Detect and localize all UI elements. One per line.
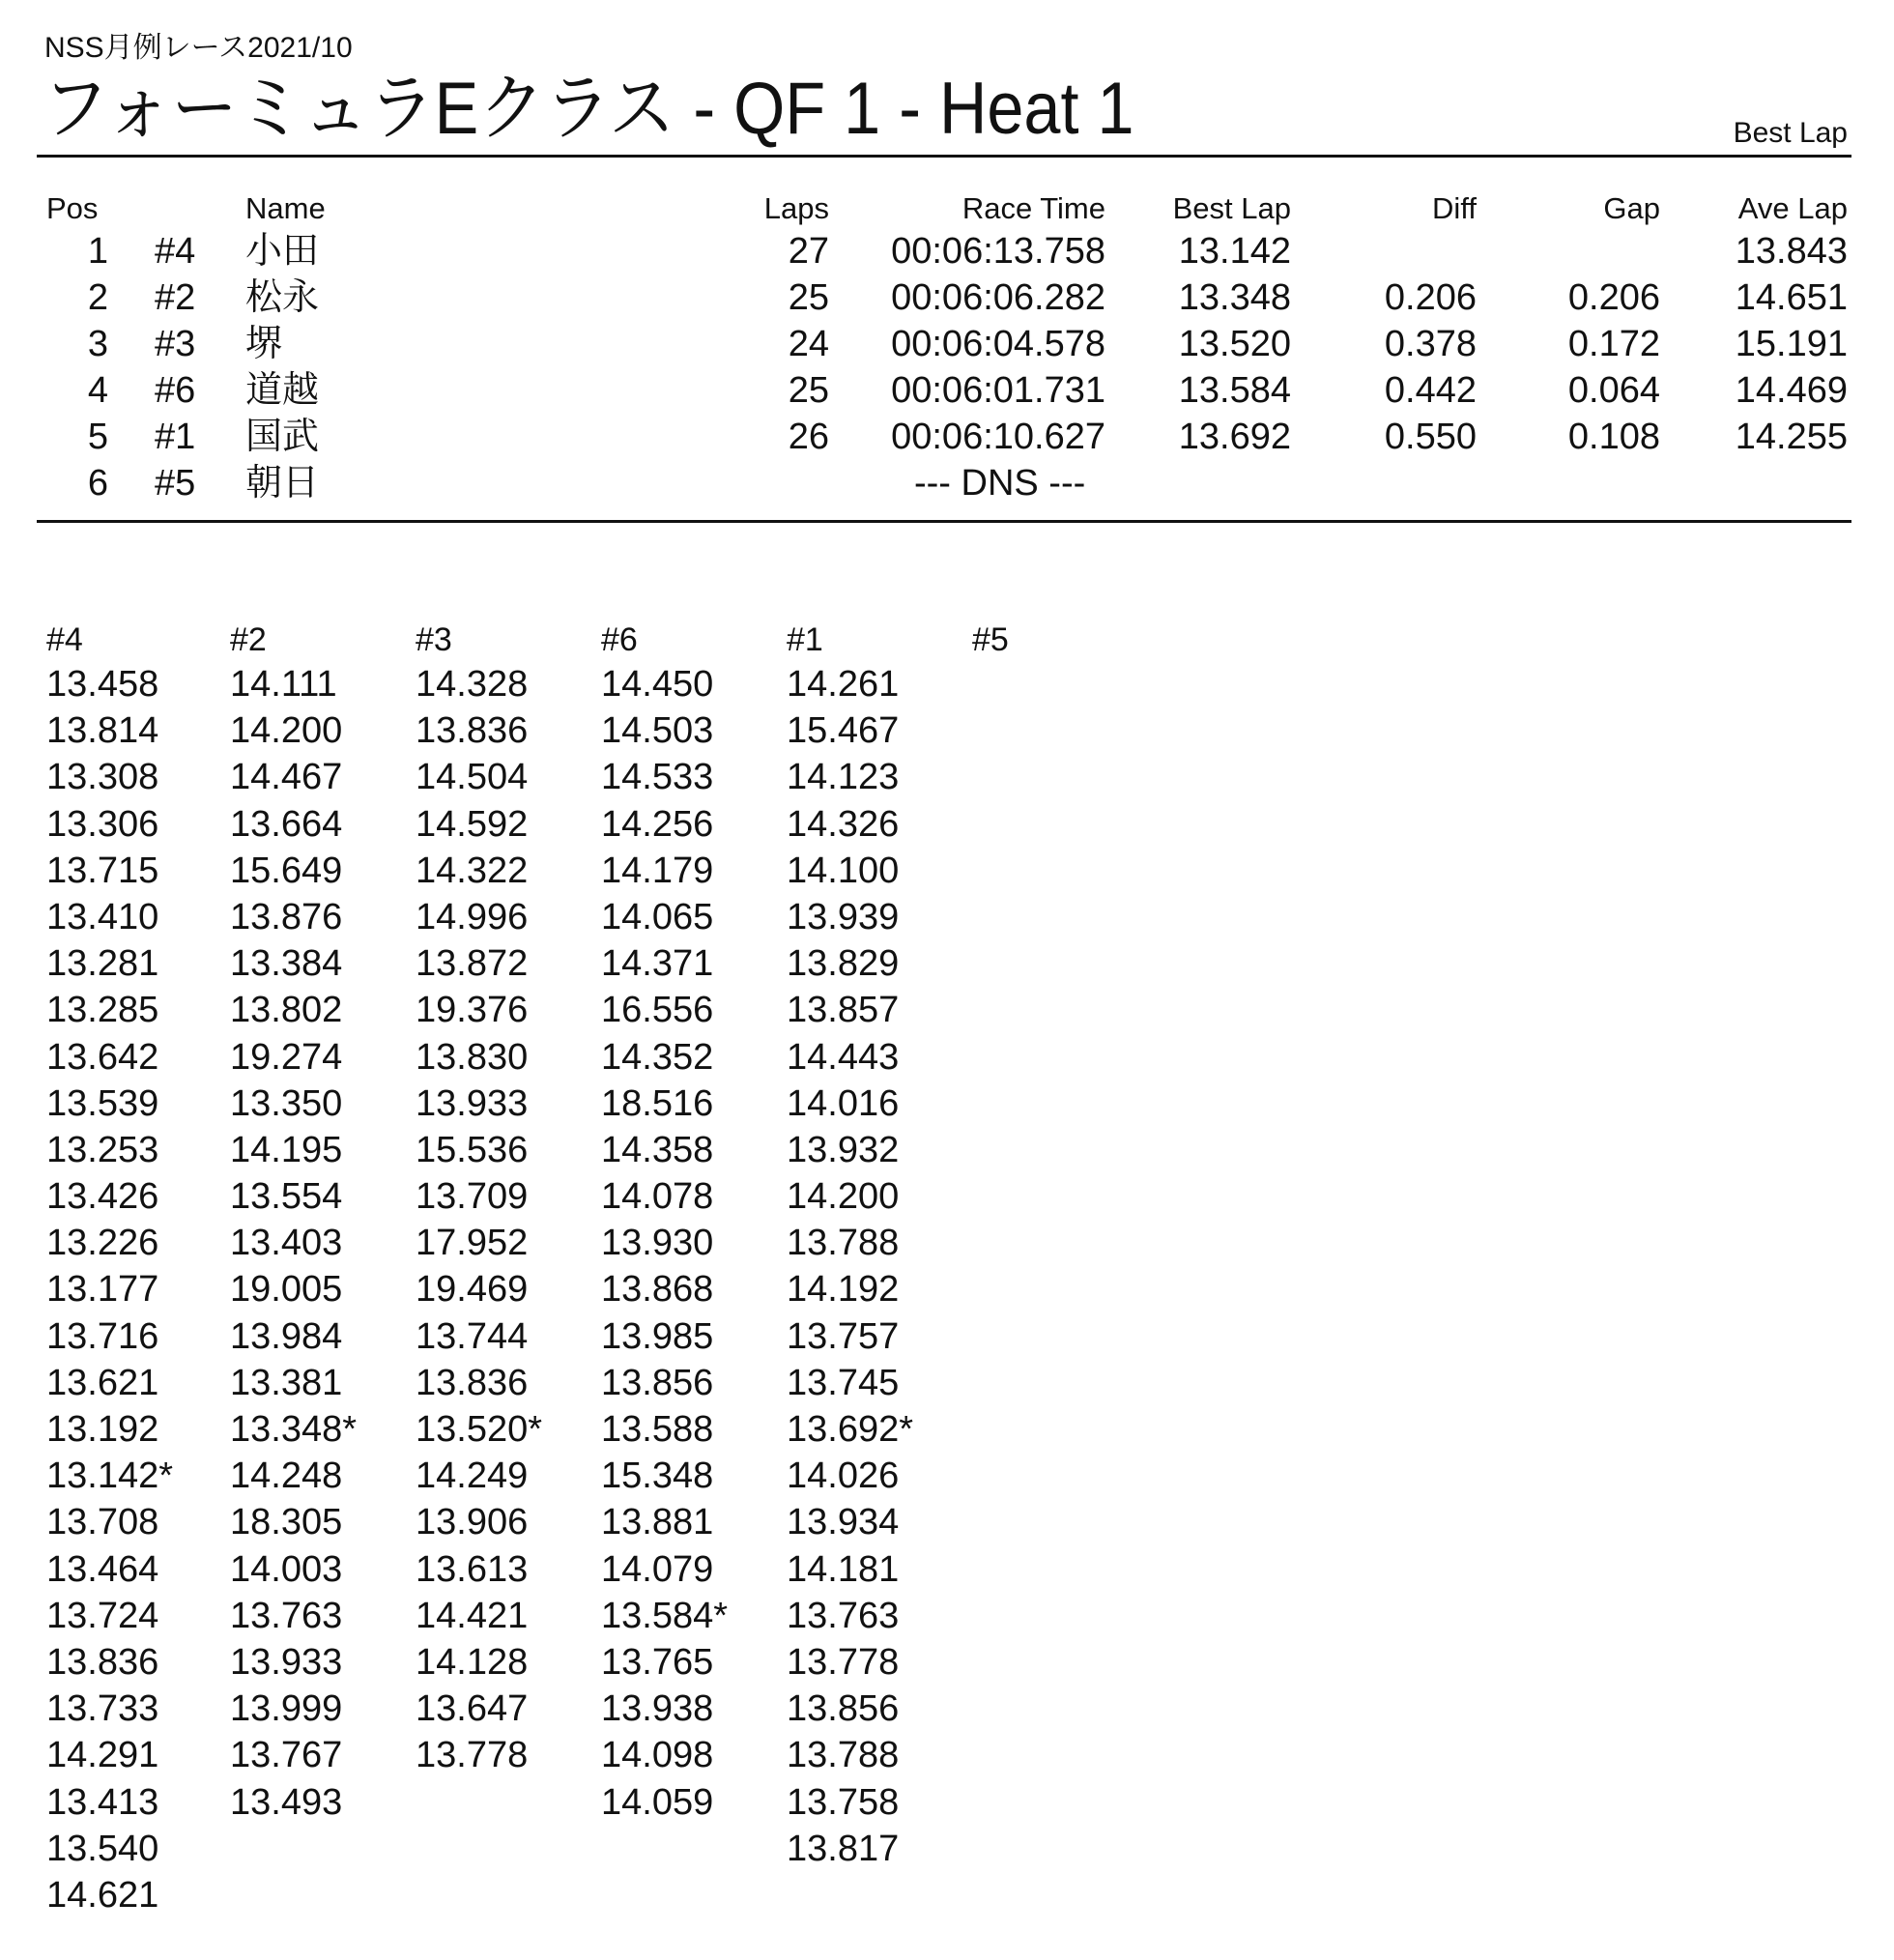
row-best-lap: 13.584 (1178, 370, 1291, 411)
lap-time: 13.464 (46, 1548, 159, 1590)
lap-time: 13.939 (787, 896, 900, 937)
lap-time: 13.692* (787, 1409, 914, 1450)
lap-time: 13.829 (787, 943, 900, 985)
row-pos: 6 (87, 463, 108, 504)
lap-time: 13.403 (230, 1223, 343, 1264)
lap-time: 13.857 (787, 990, 900, 1031)
row-ave-lap: 14.651 (1735, 277, 1848, 318)
lap-time: 15.536 (416, 1129, 529, 1170)
lap-time: 13.836 (416, 1362, 529, 1403)
lap-time: 13.788 (787, 1223, 900, 1264)
lap-column (230, 619, 404, 1826)
lap-time: 14.079 (601, 1548, 714, 1590)
lap-time: 14.059 (601, 1781, 714, 1823)
row-pos: 5 (87, 417, 108, 457)
row-gap: 0.206 (1567, 277, 1660, 318)
lap-time: 13.642 (46, 1036, 159, 1078)
lap-time: 13.876 (230, 896, 343, 937)
page-title: フォーミュラEクラス - QF 1 - Heat 1 (43, 68, 1134, 150)
lap-time: 13.539 (46, 1082, 159, 1124)
lap-time: 14.200 (787, 1176, 900, 1218)
results-table-header (0, 189, 1894, 228)
lap-time: 13.520* (416, 1409, 543, 1450)
lap-time: 14.248 (230, 1456, 343, 1497)
lap-time: 13.350 (230, 1082, 343, 1124)
row-laps: 27 (788, 231, 829, 272)
row-gap: 0.064 (1567, 370, 1660, 411)
column-header-diff: Diff (1432, 191, 1477, 225)
lap-time: 13.708 (46, 1502, 159, 1543)
lap-column-header: #3 (416, 621, 452, 658)
lap-time: 14.504 (416, 757, 529, 798)
row-race-time: 00:06:10.627 (891, 417, 1105, 457)
lap-time: 14.181 (787, 1548, 900, 1590)
lap-time: 14.200 (230, 710, 343, 752)
row-ave-lap: 14.255 (1735, 417, 1848, 457)
lap-time: 14.996 (416, 896, 529, 937)
column-header-gap: Gap (1603, 191, 1660, 225)
lap-list (230, 661, 404, 1826)
lap-column (787, 619, 961, 1872)
lap-time: 17.952 (416, 1223, 529, 1264)
lap-time: 14.371 (601, 943, 714, 985)
table-row (0, 414, 1894, 460)
lap-time: 13.856 (787, 1688, 900, 1730)
row-laps: 26 (788, 417, 829, 457)
lap-time: 13.584* (601, 1595, 729, 1636)
lap-time: 13.348* (230, 1409, 358, 1450)
lap-column-header: #1 (787, 621, 823, 658)
lap-time: 13.933 (416, 1082, 529, 1124)
lap-time: 13.588 (601, 1409, 714, 1450)
lap-list (416, 661, 589, 1779)
lap-time: 14.592 (416, 803, 529, 845)
lap-time: 13.745 (787, 1362, 900, 1403)
row-pos: 3 (87, 324, 108, 364)
lap-time: 13.192 (46, 1409, 159, 1450)
row-car-number: #3 (155, 324, 196, 364)
column-header-laps: Laps (763, 191, 829, 225)
lap-time: 15.649 (230, 850, 343, 891)
lap-time: 14.256 (601, 803, 714, 845)
lap-column (46, 619, 220, 1918)
lap-time: 13.802 (230, 990, 343, 1031)
lap-time: 13.709 (416, 1176, 529, 1218)
lap-column (601, 619, 775, 1826)
lap-time: 16.556 (601, 990, 714, 1031)
row-gap: 0.108 (1567, 417, 1660, 457)
lap-list (46, 661, 220, 1918)
lap-time: 13.733 (46, 1688, 159, 1730)
lap-time: 14.016 (787, 1082, 900, 1124)
lap-time: 13.715 (46, 850, 159, 891)
lap-list (787, 661, 961, 1872)
lap-time: 19.005 (230, 1269, 343, 1311)
results-table (0, 189, 1894, 506)
lap-time: 13.881 (601, 1502, 714, 1543)
row-ave-lap: 14.469 (1735, 370, 1848, 411)
lap-time: 13.226 (46, 1223, 159, 1264)
row-ave-lap: 15.191 (1735, 324, 1848, 364)
results-divider (37, 520, 1851, 523)
lap-time: 14.026 (787, 1456, 900, 1497)
lap-time: 14.326 (787, 803, 900, 845)
row-race-time: 00:06:06.282 (891, 277, 1105, 318)
lap-time: 14.291 (46, 1735, 159, 1776)
lap-time: 13.281 (46, 943, 159, 985)
lap-time: 13.767 (230, 1735, 343, 1776)
row-driver-name: 国武 (245, 417, 320, 457)
lap-time: 13.758 (787, 1781, 900, 1823)
lap-time: 13.142* (46, 1456, 174, 1497)
lap-time: 14.195 (230, 1129, 343, 1170)
row-diff: 0.206 (1384, 277, 1477, 318)
lap-time: 15.348 (601, 1456, 714, 1497)
lap-time: 14.443 (787, 1036, 900, 1078)
lap-time: 14.467 (230, 757, 343, 798)
lap-time: 14.450 (601, 664, 714, 705)
lap-time: 13.413 (46, 1781, 159, 1823)
lap-time: 14.100 (787, 850, 900, 891)
lap-time: 13.938 (601, 1688, 714, 1730)
lap-time: 14.078 (601, 1176, 714, 1218)
lap-time: 18.305 (230, 1502, 343, 1543)
lap-time: 13.906 (416, 1502, 529, 1543)
row-best-lap: 13.348 (1178, 277, 1291, 318)
lap-time: 13.177 (46, 1269, 159, 1311)
column-header-ave-lap: Ave Lap (1737, 191, 1848, 225)
lap-time: 13.410 (46, 896, 159, 937)
column-header-best-lap: Best Lap (1172, 191, 1291, 225)
lap-time: 13.647 (416, 1688, 529, 1730)
row-race-time: 00:06:01.731 (891, 370, 1105, 411)
lap-time: 14.261 (787, 664, 900, 705)
lap-time: 13.836 (416, 710, 529, 752)
row-pos: 1 (87, 231, 108, 272)
lap-column (972, 619, 1146, 661)
lap-time: 13.830 (416, 1036, 529, 1078)
lap-time: 13.872 (416, 943, 529, 985)
lap-time: 13.621 (46, 1362, 159, 1403)
lap-time: 13.984 (230, 1315, 343, 1357)
lap-time: 14.328 (416, 664, 529, 705)
lap-time: 13.817 (787, 1828, 900, 1869)
row-laps: 24 (788, 324, 829, 364)
row-laps: 25 (788, 370, 829, 411)
lap-time: 13.788 (787, 1735, 900, 1776)
header-divider (37, 155, 1851, 158)
row-best-lap: 13.520 (1178, 324, 1291, 364)
event-subtitle: NSS月例レース2021/10 (44, 32, 353, 64)
lap-time: 14.421 (416, 1595, 529, 1636)
lap-time: 15.467 (787, 710, 900, 752)
lap-time: 13.856 (601, 1362, 714, 1403)
lap-time: 14.503 (601, 710, 714, 752)
row-driver-name: 朝日 (245, 463, 320, 504)
lap-column-header: #5 (972, 621, 1009, 658)
row-car-number: #1 (155, 417, 196, 457)
row-best-lap: 13.692 (1178, 417, 1291, 457)
row-car-number: #2 (155, 277, 196, 318)
lap-list (601, 661, 775, 1826)
lap-time: 14.111 (230, 664, 337, 705)
column-header-race-time: Race Time (961, 191, 1105, 225)
row-car-number: #4 (155, 231, 196, 272)
row-driver-name: 堺 (245, 324, 283, 364)
lap-time: 13.778 (416, 1735, 529, 1776)
lap-time: 13.763 (787, 1595, 900, 1636)
row-driver-name: 小田 (245, 231, 320, 272)
table-row (0, 321, 1894, 367)
lap-time: 13.985 (601, 1315, 714, 1357)
lap-time: 13.814 (46, 710, 159, 752)
lap-time: 14.358 (601, 1129, 714, 1170)
lap-time: 13.458 (46, 664, 159, 705)
lap-time: 13.308 (46, 757, 159, 798)
lap-time: 13.716 (46, 1315, 159, 1357)
column-header-pos: Pos (46, 191, 99, 225)
lap-time: 13.554 (230, 1176, 343, 1218)
lap-time: 14.065 (601, 896, 714, 937)
lap-time: 13.765 (601, 1641, 714, 1683)
lap-time: 14.621 (46, 1874, 159, 1916)
lap-column (416, 619, 589, 1779)
row-diff: 0.550 (1384, 417, 1477, 457)
row-pos: 2 (87, 277, 108, 318)
table-row (0, 367, 1894, 414)
row-laps: 25 (788, 277, 829, 318)
lap-time: 13.540 (46, 1828, 159, 1869)
lap-time: 13.613 (416, 1548, 529, 1590)
row-car-number: #6 (155, 370, 196, 411)
lap-time: 13.724 (46, 1595, 159, 1636)
lap-time: 19.376 (416, 990, 529, 1031)
row-pos: 4 (87, 370, 108, 411)
lap-column-header: #2 (230, 621, 267, 658)
row-race-time: 00:06:13.758 (891, 231, 1105, 272)
lap-time: 14.123 (787, 757, 900, 798)
lap-time: 13.493 (230, 1781, 343, 1823)
column-header-name: Name (245, 191, 326, 225)
row-car-number: #5 (155, 463, 196, 504)
row-ave-lap: 13.843 (1735, 231, 1848, 272)
lap-time: 14.098 (601, 1735, 714, 1776)
lap-time: 13.285 (46, 990, 159, 1031)
lap-times-grid (0, 619, 1894, 1933)
lap-time: 13.253 (46, 1129, 159, 1170)
lap-time: 13.930 (601, 1223, 714, 1264)
lap-time: 13.868 (601, 1269, 714, 1311)
row-best-lap: 13.142 (1178, 231, 1291, 272)
lap-time: 14.322 (416, 850, 529, 891)
lap-time: 13.306 (46, 803, 159, 845)
row-diff: 0.442 (1384, 370, 1477, 411)
lap-time: 14.352 (601, 1036, 714, 1078)
lap-time: 19.469 (416, 1269, 529, 1311)
lap-time: 13.384 (230, 943, 343, 985)
lap-time: 13.933 (230, 1641, 343, 1683)
sort-label: Best Lap (1733, 117, 1848, 149)
table-row (0, 460, 1894, 506)
lap-time: 14.179 (601, 850, 714, 891)
lap-time: 13.934 (787, 1502, 900, 1543)
lap-time: 19.274 (230, 1036, 343, 1078)
row-diff: 0.378 (1384, 324, 1477, 364)
lap-time: 13.763 (230, 1595, 343, 1636)
lap-column-header: #6 (601, 621, 638, 658)
lap-column-header: #4 (46, 621, 83, 658)
table-row (0, 228, 1894, 274)
lap-time: 13.664 (230, 803, 343, 845)
table-row (0, 274, 1894, 321)
row-gap: 0.172 (1567, 324, 1660, 364)
lap-time: 13.757 (787, 1315, 900, 1357)
row-driver-name: 道越 (245, 370, 320, 411)
row-race-time: 00:06:04.578 (891, 324, 1105, 364)
row-driver-name: 松永 (245, 277, 320, 318)
row-status-dns: --- DNS --- (914, 463, 1086, 504)
lap-time: 13.426 (46, 1176, 159, 1218)
lap-time: 14.249 (416, 1456, 529, 1497)
lap-time: 13.999 (230, 1688, 343, 1730)
lap-time: 13.744 (416, 1315, 529, 1357)
lap-time: 14.533 (601, 757, 714, 798)
lap-time: 13.932 (787, 1129, 900, 1170)
lap-time: 13.836 (46, 1641, 159, 1683)
lap-time: 14.128 (416, 1641, 529, 1683)
lap-time: 18.516 (601, 1082, 714, 1124)
lap-time: 14.192 (787, 1269, 900, 1311)
lap-time: 13.381 (230, 1362, 343, 1403)
lap-time: 13.778 (787, 1641, 900, 1683)
lap-time: 14.003 (230, 1548, 343, 1590)
